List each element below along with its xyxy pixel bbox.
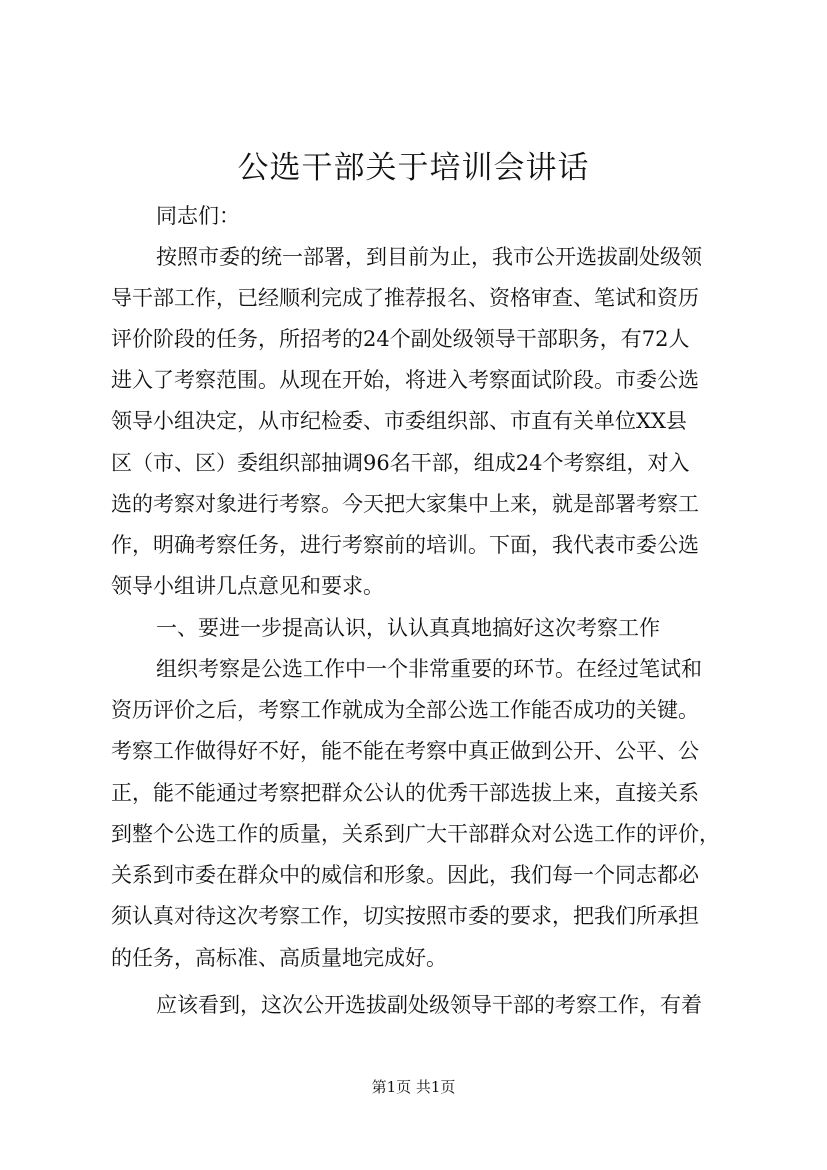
- body-line: 评价阶段的任务，所招考的24个副处级领导干部职务，有72人: [111, 327, 690, 351]
- body-line: 考察工作做得好不好，能不能在考察中真正做到公开、公平、公: [111, 739, 699, 763]
- body-line: 导干部工作，已经顺利完成了推荐报名、资格审查、笔试和资历: [111, 286, 699, 310]
- body-line: 应该看到，这次公开选拔副处级领导干部的考察工作，有着: [156, 993, 702, 1017]
- page-footer: 第1页 共1页: [371, 1078, 456, 1096]
- body-line: 进入了考察范围。从现在开始，将进入考察面试阶段。市委公选: [111, 368, 699, 392]
- body-line: 须认真对待这次考察工作，切实按照市委的要求，把我们所承担: [111, 904, 699, 928]
- body-line: 正，能不能通过考察把群众公认的优秀干部选拔上来，直接关系: [111, 781, 699, 805]
- document-title: 公选干部关于培训会讲话: [237, 150, 590, 186]
- body-line: 领导小组决定，从市纪检委、市委组织部、市直有关单位XX县: [111, 409, 687, 433]
- body-line: 关系到市委在群众中的威信和形象。因此，我们每一个同志都必: [111, 863, 699, 887]
- body-line: 领导小组讲几点意见和要求。: [111, 574, 384, 598]
- body-line: 资历评价之后，考察工作就成为全部公选工作能否成功的关键。: [111, 698, 699, 722]
- body-line: 选的考察对象进行考察。今天把大家集中上来，就是部署考察工: [111, 492, 699, 516]
- body-line: 组织考察是公选工作中一个非常重要的环节。在经过笔试和: [156, 657, 702, 681]
- section-heading: 一、要进一步提高认识，认认真真地搞好这次考察工作: [156, 616, 660, 640]
- salutation: 同志们：: [156, 204, 240, 228]
- body-line: 到整个公选工作的质量，关系到广大干部群众对公选工作的评价，: [111, 822, 720, 846]
- body-line: 的任务，高标准、高质量地完成好。: [111, 946, 447, 970]
- body-line: 区（市、区）委组织部抽调96名干部，组成24个考察组，对入: [111, 451, 690, 475]
- body-line: 作，明确考察任务，进行考察前的培训。下面，我代表市委公选: [111, 533, 699, 557]
- body-line: 按照市委的统一部署，到目前为止，我市公开选拔副处级领: [156, 245, 702, 269]
